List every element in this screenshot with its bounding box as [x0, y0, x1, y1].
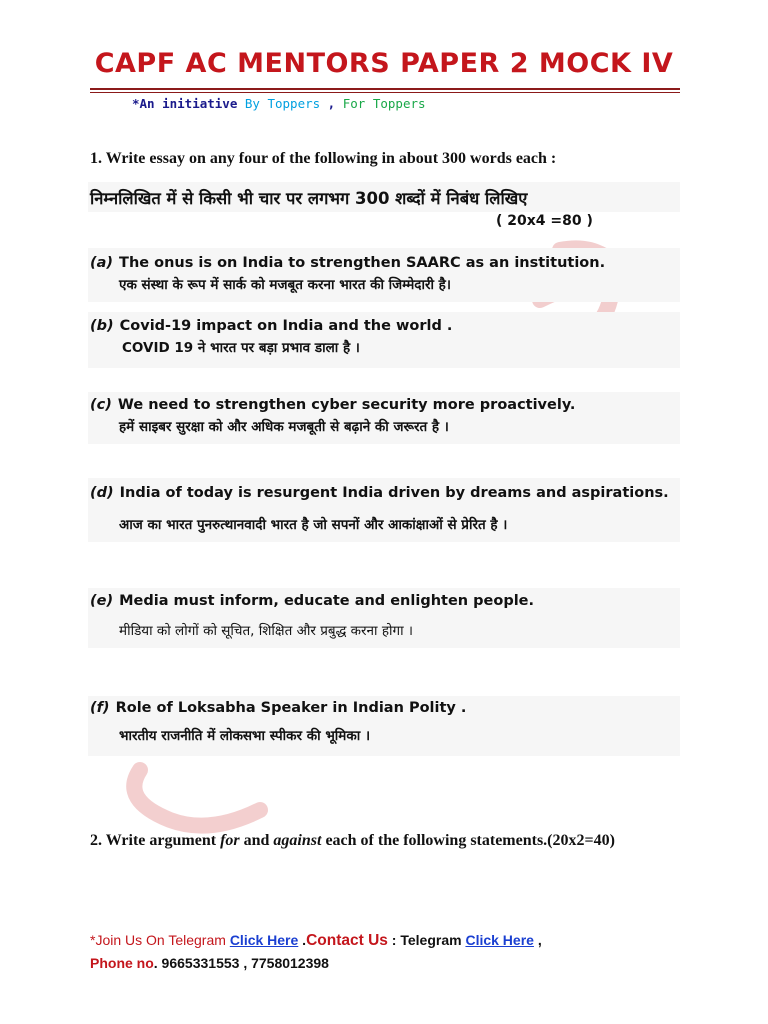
item-hindi: आज का भारत पुनरुत्थानवादी भारत है जो सपनों और आकांक्षाओं से प्रेरित है । [119, 517, 508, 533]
question-2-against: against [273, 832, 322, 849]
item-label: (f) [90, 700, 110, 716]
question-2-and: and [239, 832, 274, 849]
question-2 [90, 832, 615, 850]
footer-comma: , [533, 932, 542, 948]
question-2-pre: 2. Write argument [90, 832, 221, 849]
item-english: We need to strengthen cyber security more proactively. [117, 397, 576, 413]
item-hindi: COVID 19 ने भारत पर बड़ा प्रभाव डाला है । [122, 340, 360, 356]
essay-item-a [90, 255, 605, 293]
item-hindi: एक संस्था के रूप में सार्क को मजबूत करना भारत की जिम्मेदारी है। [119, 277, 451, 293]
tagline-for: For Toppers [342, 96, 426, 111]
item-english: Role of Loksabha Speaker in Indian Polity . [115, 700, 467, 716]
item-hindi: मीडिया को लोगों को सूचित, शिक्षित और प्रबुद्ध करना होगा । [119, 623, 413, 639]
item-english: India of today is resurgent India driven by dreams and aspirations. [119, 485, 669, 501]
title-rule [90, 88, 680, 90]
tagline-sep: , [320, 96, 343, 111]
footer-dot: . [298, 932, 307, 948]
phone-label: Phone no [90, 955, 154, 971]
essay-item-d [90, 485, 669, 533]
item-label: (b) [90, 318, 114, 334]
essay-item-b [90, 318, 452, 356]
question-2-for: for [220, 832, 240, 849]
contact-us-text: Contact Us [306, 932, 388, 949]
essay-item-c [90, 397, 575, 435]
item-label: (e) [90, 593, 114, 609]
item-english: Covid-19 impact on India and the world . [119, 318, 453, 334]
question-1: 1. Write essay on any four of the following in about 300 words each : [90, 150, 557, 167]
footer-contact [90, 932, 542, 950]
phone-dot: . [153, 955, 158, 971]
telegram-link[interactable]: Click Here [229, 932, 299, 948]
tagline-by: By Toppers [244, 96, 321, 111]
question-2-post: each of the following statements.(20x2=40) [321, 832, 615, 849]
item-english: The onus is on India to strengthen SAARC as an institution. [119, 255, 606, 271]
item-hindi: हमें साइबर सुरक्षा को और अधिक मजबूती से बढ़ाने की जरूरत है । [119, 419, 449, 435]
item-label: (c) [90, 397, 112, 413]
phone-numbers: 9665331553 , 7758012398 [157, 955, 329, 971]
question-1-marks: ( 20x4 =80 ) [496, 213, 593, 229]
contact-telegram-link[interactable]: Click Here [465, 932, 534, 948]
title-rule-thin [90, 92, 680, 93]
essay-item-f [90, 700, 466, 744]
page-title: CAPF AC MENTORS PAPER 2 MOCK IV [94, 48, 674, 79]
question-1-hindi: निम्नलिखित में से किसी भी चार पर लगभग 300 शब्दों में निबंध लिखिए [90, 189, 528, 208]
telegram-text: : Telegram [387, 932, 466, 948]
tagline-prefix: *An initiative [132, 96, 245, 111]
item-english: Media must inform, educate and enlighten people. [119, 593, 535, 609]
tagline [132, 96, 426, 111]
item-label: (a) [90, 255, 114, 271]
essay-item-e [90, 593, 534, 639]
item-hindi: भारतीय राजनीति में लोकसभा स्पीकर की भूमिका । [119, 728, 371, 744]
footer-phone [90, 955, 329, 971]
join-telegram-text: *Join Us On Telegram [90, 932, 230, 948]
item-label: (d) [90, 485, 114, 501]
